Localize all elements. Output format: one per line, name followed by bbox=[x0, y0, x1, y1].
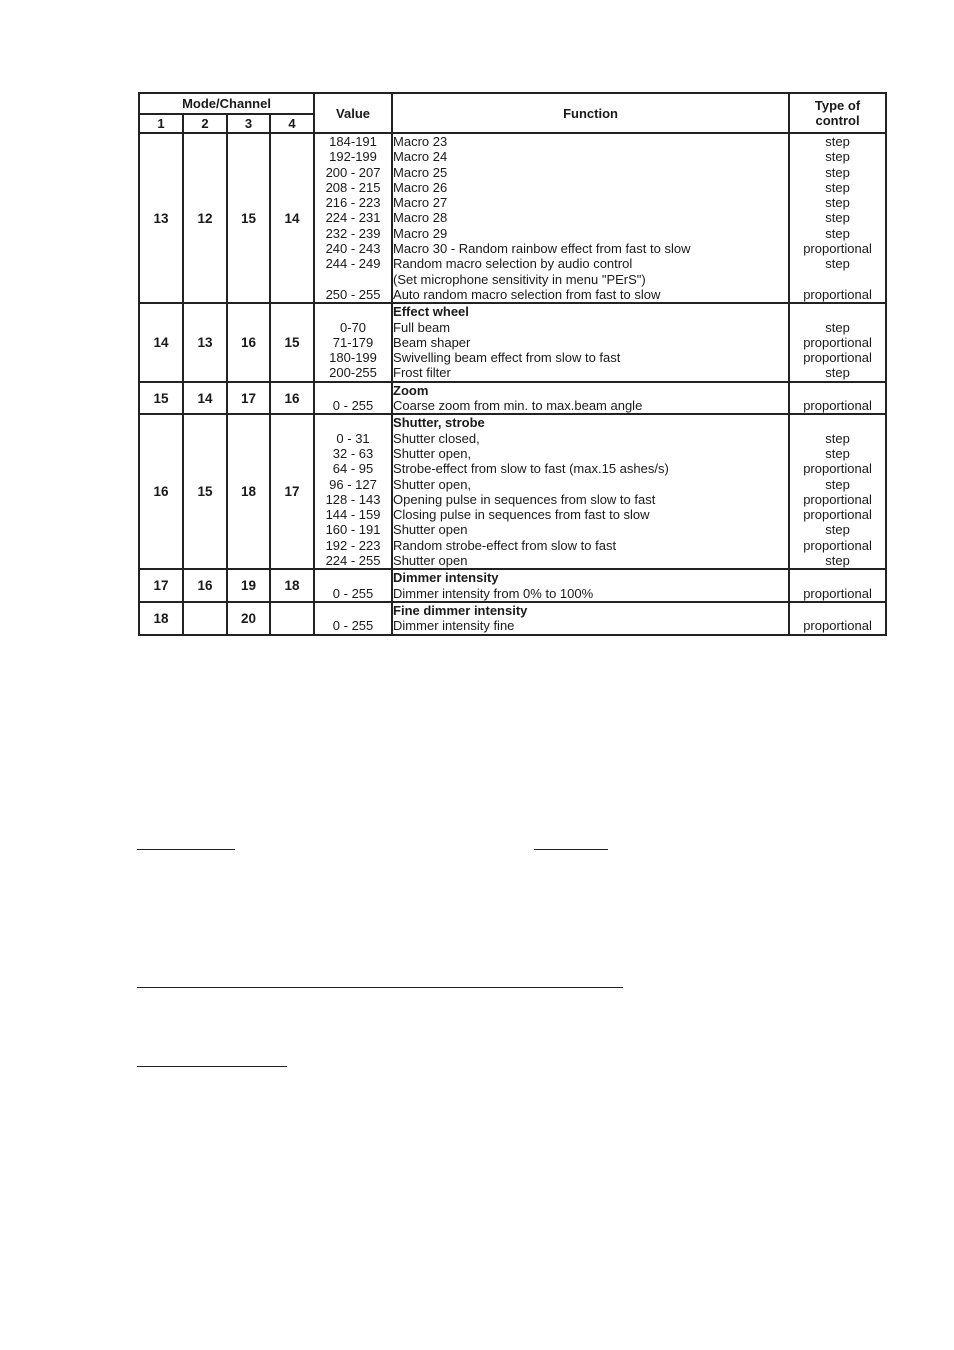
channel-mode-3-cell: 17 bbox=[227, 382, 270, 415]
function-header: Function bbox=[392, 93, 789, 133]
channel-mode-4-cell: 18 bbox=[270, 569, 314, 602]
spacer bbox=[790, 415, 885, 430]
type-line: proportional bbox=[803, 286, 872, 302]
group-heading: Dimmer intensity bbox=[393, 570, 499, 586]
function-line: Dimmer intensity from 0% to 100% bbox=[393, 585, 594, 601]
function-line: (Set microphone sensitivity in menu "PErS") bbox=[393, 271, 646, 287]
channel-mode-2-cell: 12 bbox=[183, 133, 227, 303]
function-line: Beam shaper bbox=[393, 334, 471, 350]
type-line: step bbox=[825, 134, 850, 149]
value-cell bbox=[314, 414, 392, 569]
value-line: 184-191 bbox=[329, 134, 377, 149]
type-line: step bbox=[825, 319, 850, 335]
group-heading: Effect wheel bbox=[393, 304, 469, 320]
channel-mode-1-cell: 15 bbox=[139, 382, 183, 415]
type-line: step bbox=[825, 522, 850, 538]
function-line: Macro 23 bbox=[393, 134, 448, 149]
function-line: Macro 24 bbox=[393, 149, 448, 165]
channel-mode-4-cell: 15 bbox=[270, 303, 314, 381]
function-cell bbox=[392, 133, 789, 303]
spacer bbox=[790, 603, 885, 618]
function-line: Macro 29 bbox=[393, 225, 448, 241]
function-cell bbox=[392, 303, 789, 381]
function-line: Macro 26 bbox=[393, 179, 448, 195]
function-line: Macro 28 bbox=[393, 210, 448, 226]
function-line: Random macro selection by audio control bbox=[393, 256, 633, 272]
table-row bbox=[139, 602, 886, 635]
type-line: step bbox=[825, 256, 850, 272]
spacer bbox=[315, 304, 391, 319]
type-cell bbox=[789, 602, 886, 635]
function-line: Dimmer intensity fine bbox=[393, 618, 515, 634]
channel-mode-2-cell: 16 bbox=[183, 569, 227, 602]
type-line: proportional bbox=[803, 350, 872, 366]
value-line: 128 - 143 bbox=[325, 491, 381, 507]
spacer bbox=[790, 383, 885, 398]
channel-mode-1-cell: 14 bbox=[139, 303, 183, 381]
function-cell bbox=[392, 414, 789, 569]
value-line: 64 - 95 bbox=[332, 461, 374, 477]
mode-2-header: 2 bbox=[183, 114, 227, 133]
type-line: step bbox=[825, 164, 850, 180]
function-cell bbox=[392, 602, 789, 635]
value-line: 144 - 159 bbox=[325, 507, 381, 523]
function-line: Shutter closed, bbox=[393, 430, 480, 446]
type-line: proportional bbox=[803, 491, 872, 507]
value-line: 180-199 bbox=[329, 350, 377, 366]
function-cell bbox=[392, 382, 789, 415]
type-cell bbox=[789, 303, 886, 381]
value-line bbox=[315, 272, 391, 287]
value-line: 244 - 249 bbox=[325, 256, 381, 272]
value-cell bbox=[314, 303, 392, 381]
value-line: 200 - 207 bbox=[325, 164, 381, 180]
type-line: step bbox=[825, 179, 850, 195]
group-heading: Zoom bbox=[393, 382, 429, 398]
channel-mode-4-cell: 14 bbox=[270, 133, 314, 303]
table-row bbox=[139, 569, 886, 602]
function-line: Random strobe-effect from slow to fast bbox=[393, 537, 617, 553]
value-line: 232 - 239 bbox=[325, 225, 381, 241]
type-line: proportional bbox=[803, 398, 872, 414]
function-line: Macro 27 bbox=[393, 195, 448, 211]
channel-mode-3-cell: 18 bbox=[227, 414, 270, 569]
value-line: 240 - 243 bbox=[325, 241, 381, 257]
value-line: 71-179 bbox=[332, 334, 374, 350]
type-line: step bbox=[825, 195, 850, 211]
value-cell bbox=[314, 602, 392, 635]
value-line: 224 - 231 bbox=[325, 210, 381, 226]
function-line: Closing pulse in sequences from fast to slow bbox=[393, 507, 650, 523]
dmx-channel-table bbox=[138, 92, 887, 636]
underline-rule bbox=[137, 987, 623, 988]
type-cell bbox=[789, 133, 886, 303]
spacer bbox=[790, 570, 885, 585]
mode-1-header: 1 bbox=[139, 114, 183, 133]
value-line: 96 - 127 bbox=[329, 476, 377, 492]
type-line bbox=[790, 272, 885, 287]
function-line: Frost filter bbox=[393, 365, 451, 381]
channel-mode-4-cell bbox=[270, 602, 314, 635]
value-header: Value bbox=[314, 93, 392, 133]
underline-rule bbox=[534, 849, 608, 850]
type-line: proportional bbox=[803, 241, 872, 257]
channel-mode-3-cell: 16 bbox=[227, 303, 270, 381]
type-line: proportional bbox=[803, 334, 872, 350]
type-line: proportional bbox=[803, 461, 872, 477]
channel-mode-1-cell: 13 bbox=[139, 133, 183, 303]
channel-mode-2-cell: 14 bbox=[183, 382, 227, 415]
type-line: proportional bbox=[803, 585, 872, 601]
value-cell bbox=[314, 133, 392, 303]
type-line: step bbox=[825, 365, 850, 381]
channel-mode-3-cell: 19 bbox=[227, 569, 270, 602]
spacer bbox=[315, 383, 391, 398]
type-line: proportional bbox=[803, 618, 872, 634]
channel-mode-2-cell bbox=[183, 602, 227, 635]
table-row bbox=[139, 382, 886, 415]
type-line: step bbox=[825, 445, 850, 461]
value-cell bbox=[314, 382, 392, 415]
table-row bbox=[139, 414, 886, 569]
underline-rule bbox=[137, 1066, 287, 1067]
table-row bbox=[139, 303, 886, 381]
function-line: Auto random macro selection from fast to slow bbox=[393, 286, 661, 302]
channel-mode-1-cell: 18 bbox=[139, 602, 183, 635]
value-line: 0 - 255 bbox=[332, 585, 374, 601]
value-cell bbox=[314, 569, 392, 602]
type-cell bbox=[789, 414, 886, 569]
value-line: 200-255 bbox=[329, 365, 377, 381]
group-heading: Fine dimmer intensity bbox=[393, 602, 528, 618]
function-cell bbox=[392, 569, 789, 602]
value-line: 224 - 255 bbox=[325, 553, 381, 569]
function-line: Opening pulse in sequences from slow to fast bbox=[393, 491, 656, 507]
channel-mode-3-cell: 15 bbox=[227, 133, 270, 303]
spacer bbox=[790, 304, 885, 319]
function-line: Shutter open, bbox=[393, 445, 472, 461]
value-line: 192-199 bbox=[329, 149, 377, 165]
value-line: 0 - 31 bbox=[336, 430, 370, 446]
type-line: step bbox=[825, 149, 850, 165]
function-line: Full beam bbox=[393, 319, 451, 335]
function-line: Macro 25 bbox=[393, 164, 448, 180]
type-line: step bbox=[825, 476, 850, 492]
table-row bbox=[139, 133, 886, 303]
group-heading: Shutter, strobe bbox=[393, 415, 485, 431]
mode-4-header: 4 bbox=[270, 114, 314, 133]
value-line: 192 - 223 bbox=[325, 537, 381, 553]
channel-mode-4-cell: 17 bbox=[270, 414, 314, 569]
function-line: Swivelling beam effect from slow to fast bbox=[393, 350, 621, 366]
value-line: 160 - 191 bbox=[325, 522, 381, 538]
function-line: Shutter open bbox=[393, 553, 468, 569]
underline-rule bbox=[137, 849, 235, 850]
channel-mode-2-cell: 13 bbox=[183, 303, 227, 381]
function-line: Shutter open, bbox=[393, 476, 472, 492]
value-line: 250 - 255 bbox=[325, 286, 381, 302]
spacer bbox=[315, 603, 391, 618]
type-line: step bbox=[825, 225, 850, 241]
value-line: 216 - 223 bbox=[325, 195, 381, 211]
type-of-control-header: Type of control bbox=[789, 93, 886, 133]
channel-mode-2-cell: 15 bbox=[183, 414, 227, 569]
table-body bbox=[139, 133, 886, 635]
mode-channel-header: Mode/Channel bbox=[139, 93, 314, 114]
channel-mode-1-cell: 17 bbox=[139, 569, 183, 602]
function-line: Macro 30 - Random rainbow effect from fast to slow bbox=[393, 241, 691, 257]
function-line: Shutter open bbox=[393, 522, 468, 538]
type-line: proportional bbox=[803, 507, 872, 523]
type-line: proportional bbox=[803, 537, 872, 553]
mode-3-header: 3 bbox=[227, 114, 270, 133]
type-line: step bbox=[825, 553, 850, 569]
spacer bbox=[315, 570, 391, 585]
channel-mode-1-cell: 16 bbox=[139, 414, 183, 569]
type-line: step bbox=[825, 210, 850, 226]
type-line: step bbox=[825, 430, 850, 446]
value-line: 32 - 63 bbox=[332, 445, 374, 461]
type-cell bbox=[789, 569, 886, 602]
type-cell bbox=[789, 382, 886, 415]
channel-mode-4-cell: 16 bbox=[270, 382, 314, 415]
value-line: 208 - 215 bbox=[325, 179, 381, 195]
spacer bbox=[315, 415, 391, 430]
function-line: Strobe-effect from slow to fast (max.15 ashes/s) bbox=[393, 461, 669, 477]
channel-mode-3-cell: 20 bbox=[227, 602, 270, 635]
value-line: 0-70 bbox=[340, 319, 367, 335]
function-line: Coarse zoom from min. to max.beam angle bbox=[393, 398, 643, 414]
value-line: 0 - 255 bbox=[332, 398, 374, 414]
value-line: 0 - 255 bbox=[332, 618, 374, 634]
